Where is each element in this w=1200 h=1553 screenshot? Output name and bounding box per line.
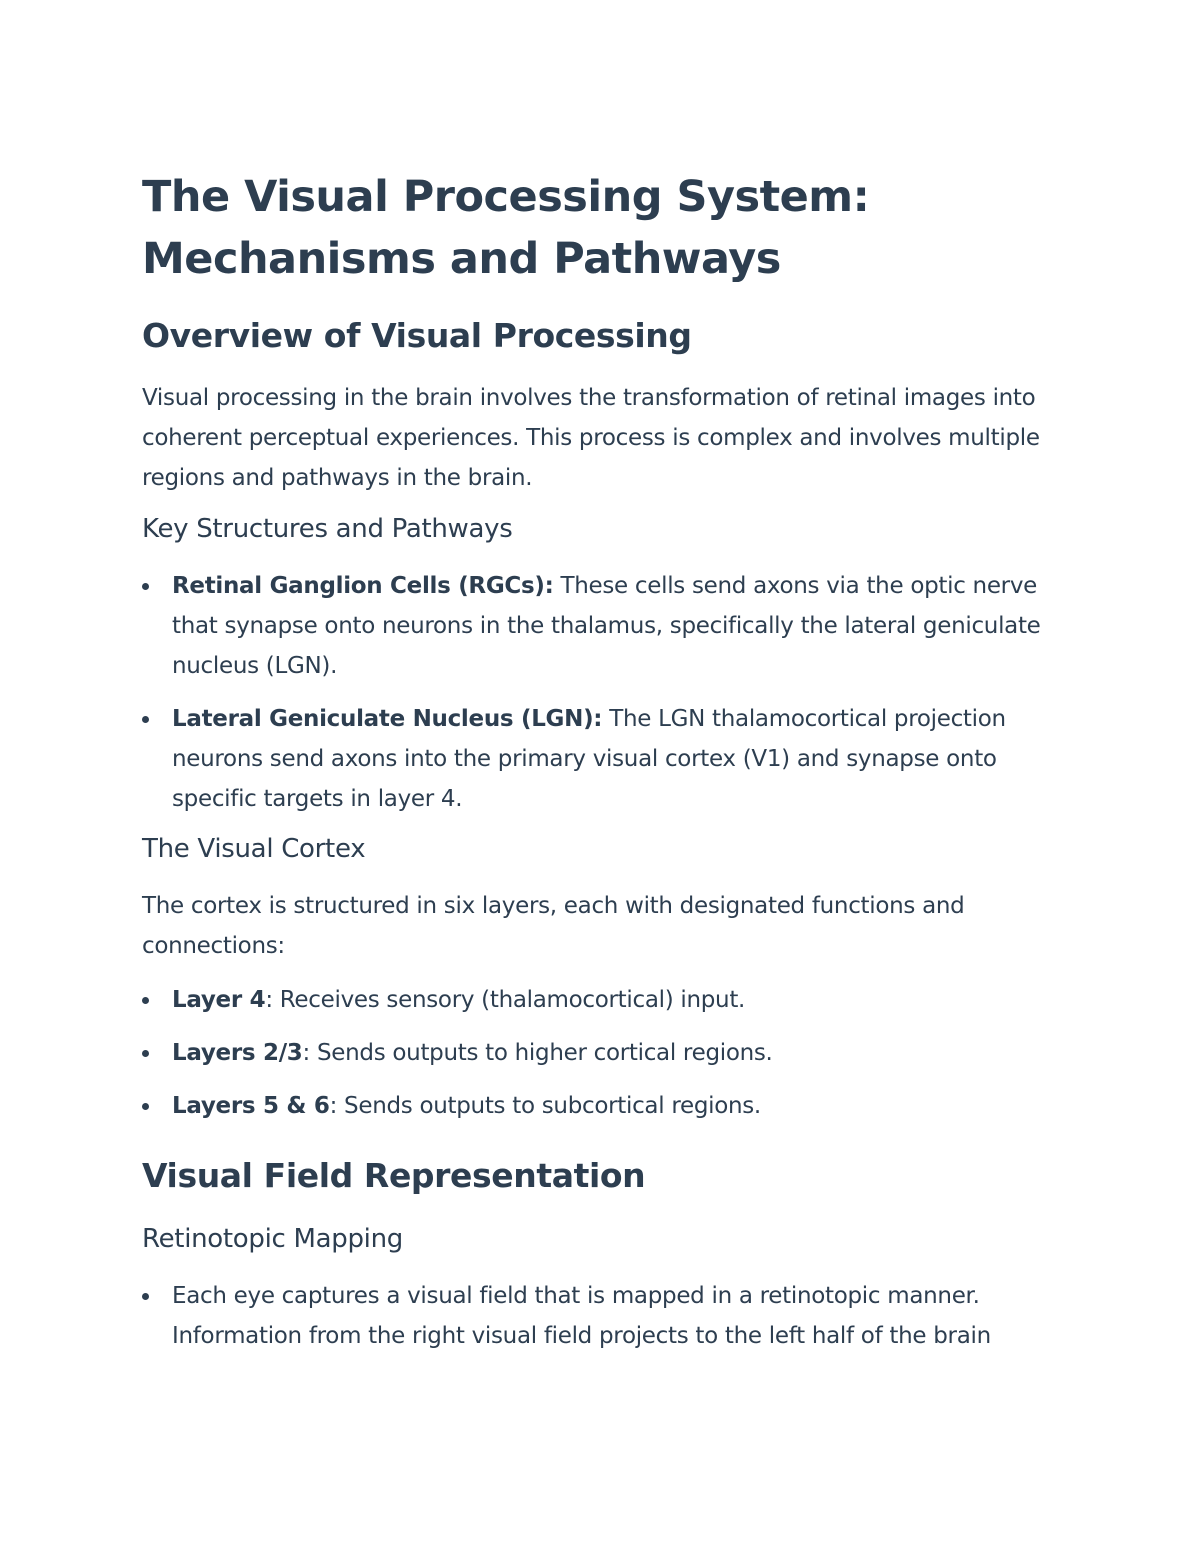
key-structures-heading: Key Structures and Pathways (142, 514, 513, 544)
page-title-line1: The Visual Processing System: (142, 172, 870, 222)
list-item (142, 566, 1072, 686)
bullet-icon (142, 583, 149, 590)
list-item-text: : Sends outputs to higher cortical regions. (302, 1040, 773, 1066)
list-item-term: Layers 2/3 (172, 1040, 303, 1066)
overview-heading: Overview of Visual Processing (142, 316, 692, 355)
bullet-icon (142, 1103, 149, 1110)
list-item-term: Layers 5 & 6 (172, 1093, 330, 1119)
key-structures-list (142, 566, 1072, 819)
list-item-text: Each eye captures a visual field that is mapped in a retinotopic manner. Information from the right visual field projects to the left half of the brain (172, 1283, 991, 1349)
retinotopic-mapping-heading: Retinotopic Mapping (142, 1224, 403, 1254)
visual-cortex-heading: The Visual Cortex (142, 834, 366, 864)
document-page (142, 166, 1072, 1369)
overview-paragraph: Visual processing in the brain involves the transformation of retinal images into coherent perceptual experiences. This process is complex and involves multiple regions and pathways in the brain. (142, 385, 1040, 491)
list-item (142, 1276, 1072, 1356)
list-item (142, 980, 1072, 1020)
bullet-icon (142, 1293, 149, 1300)
list-item-term: Retinal Ganglion Cells (RGCs): (172, 573, 554, 599)
list-item (142, 699, 1072, 819)
bullet-icon (142, 997, 149, 1004)
bullet-icon (142, 1050, 149, 1057)
page-title (142, 166, 1072, 290)
bullet-icon (142, 716, 149, 723)
visual-cortex-intro: The cortex is structured in six layers, each with designated functions and connections: (142, 893, 965, 959)
list-item-text: : Sends outputs to subcortical regions. (329, 1093, 761, 1119)
page-title-line2: Mechanisms and Pathways (142, 234, 781, 284)
list-item-term: Layer 4 (172, 987, 266, 1013)
list-item-text: The LGN thalamocortical projection neurons send axons into the primary visual cortex (V1) and synapse onto specific targets in layer 4. (172, 706, 1006, 812)
cortex-layers-list (142, 980, 1072, 1126)
list-item (142, 1033, 1072, 1073)
list-item-term: Lateral Geniculate Nucleus (LGN): (172, 706, 603, 732)
list-item (142, 1086, 1072, 1126)
list-item-text: These cells send axons via the optic nerve that synapse onto neurons in the thalamus, specifically the lateral geniculate nucleus (LGN). (172, 573, 1041, 679)
visual-field-heading: Visual Field Representation (142, 1156, 646, 1195)
retinotopic-list (142, 1276, 1072, 1356)
list-item-text: : Receives sensory (thalamocortical) input. (265, 987, 746, 1013)
